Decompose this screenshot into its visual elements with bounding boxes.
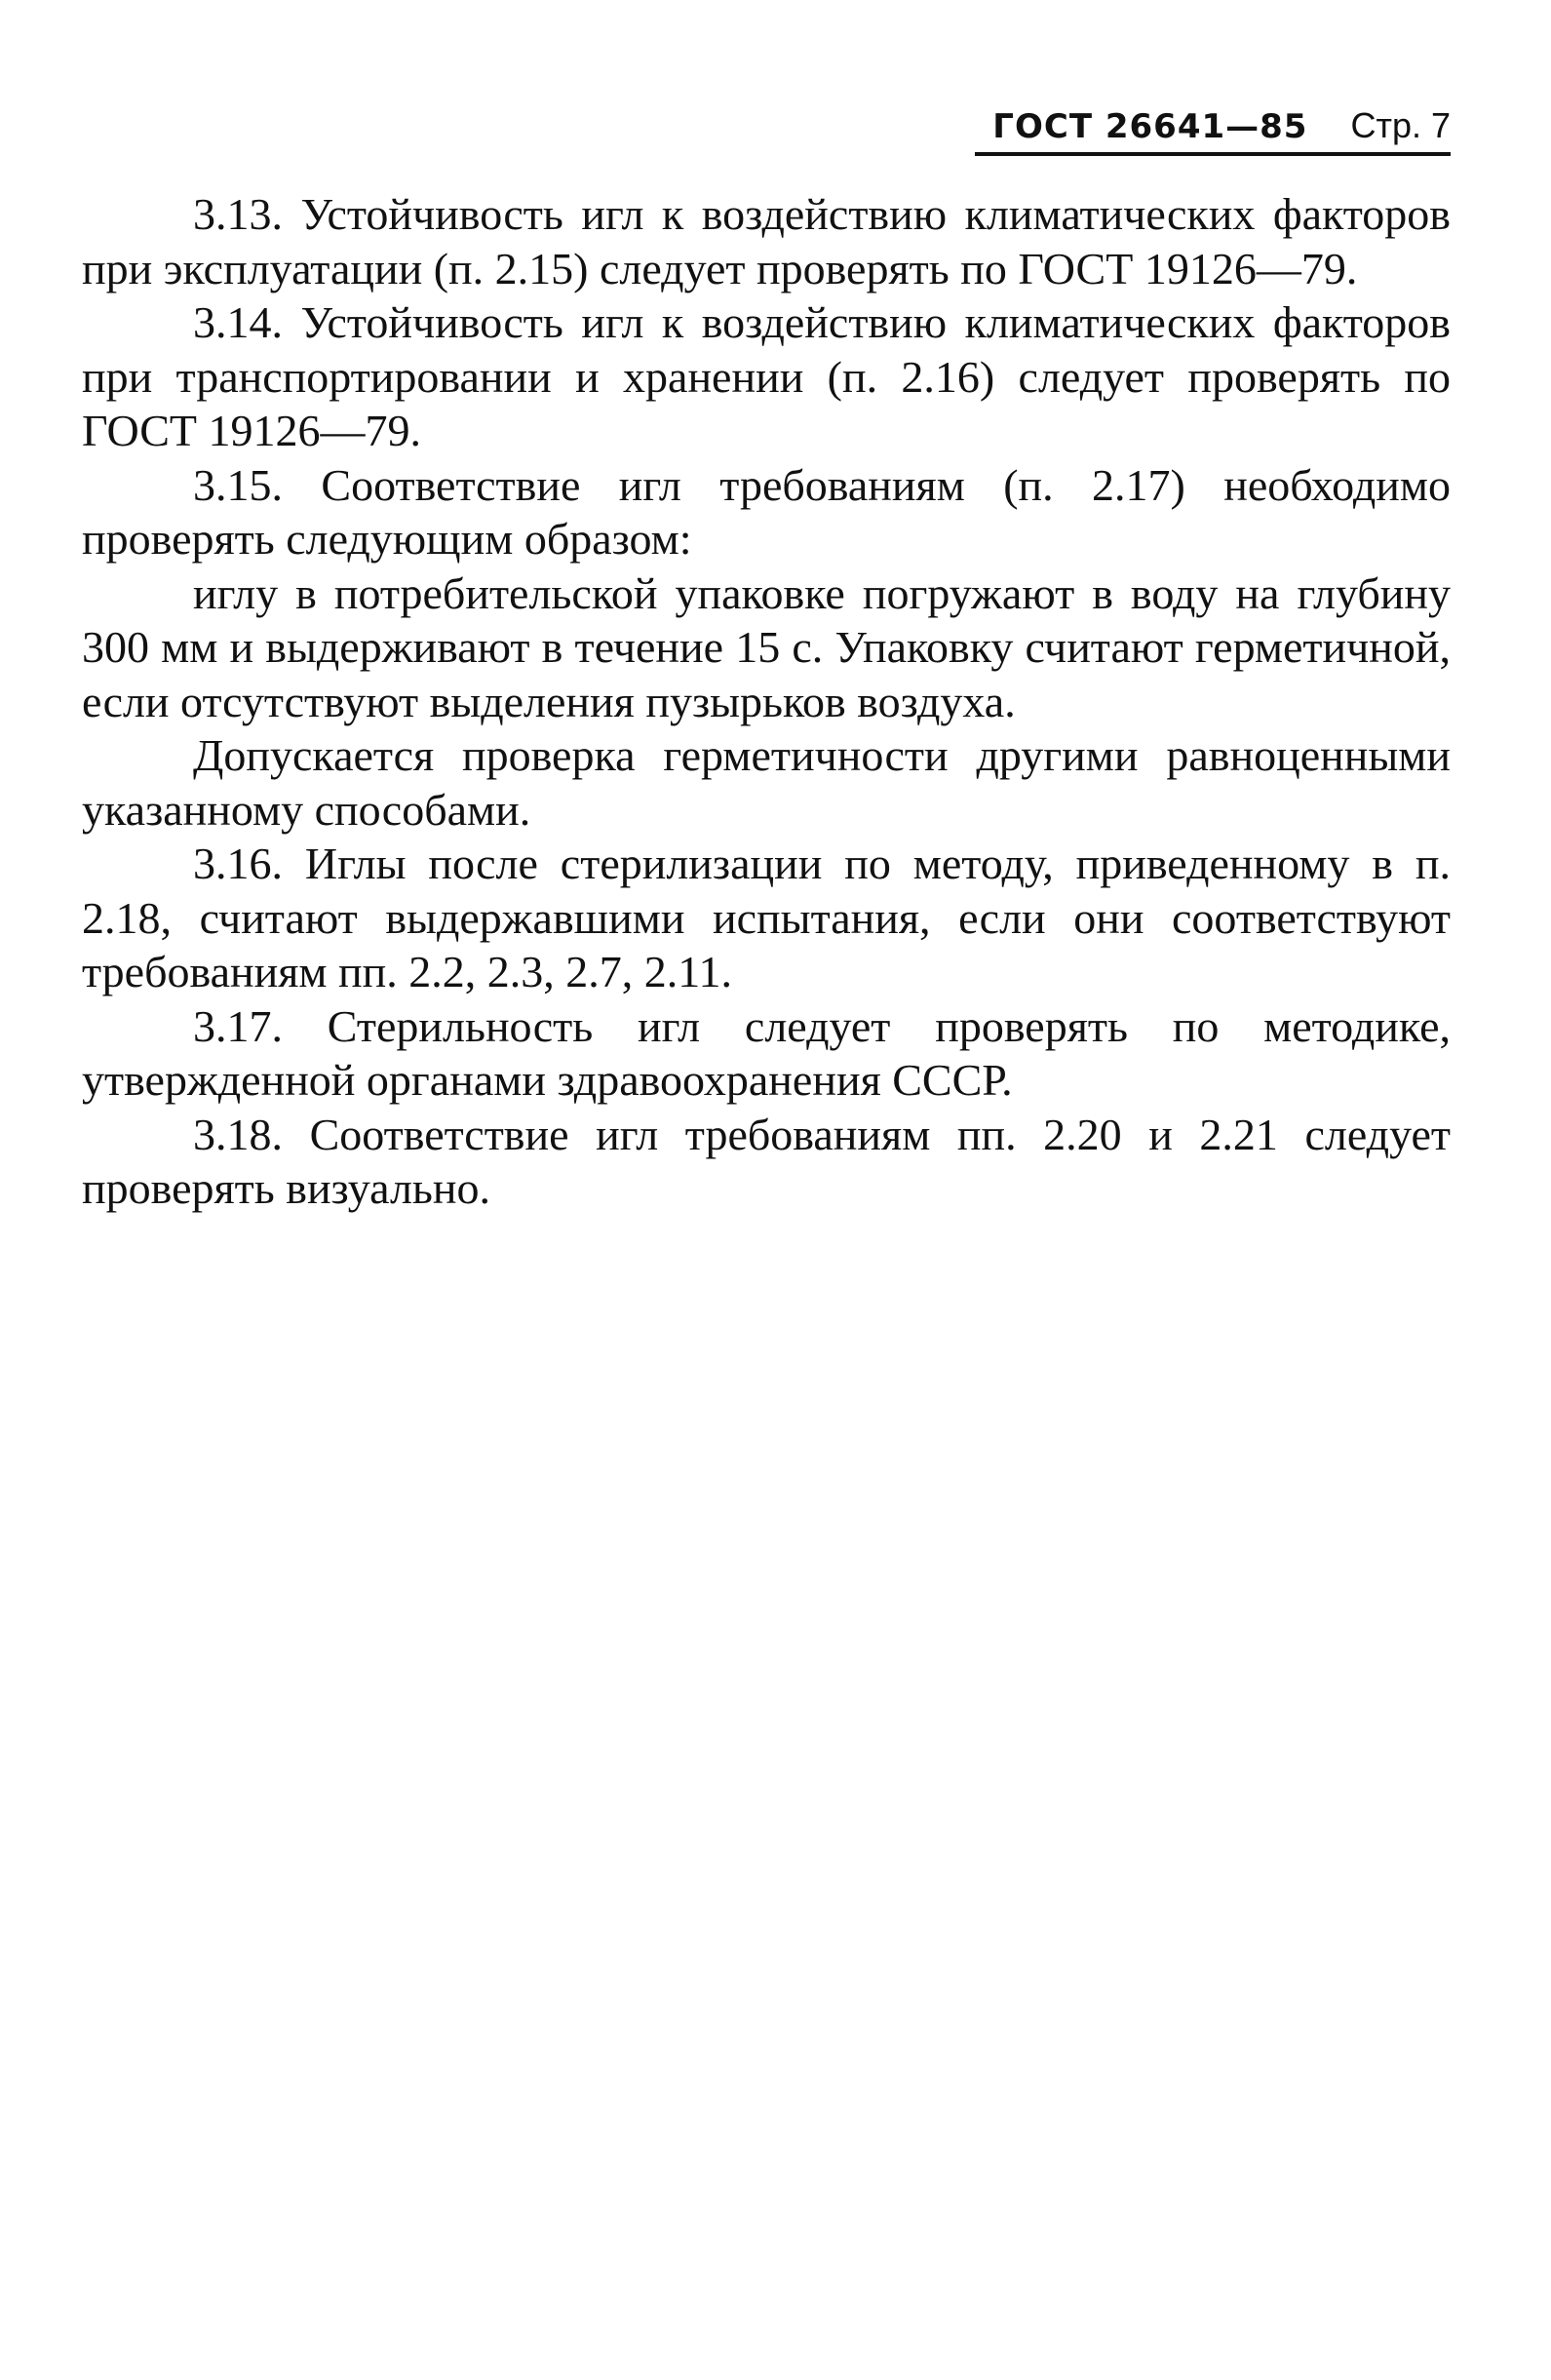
paragraph-3-15-alternative: Допускается проверка герметичности другими равноценными указанному способами. [82, 730, 1451, 835]
page-number: Стр. 7 [1350, 105, 1451, 145]
standard-code: ГОСТ 26641—85 [992, 107, 1308, 146]
document-body [82, 187, 1451, 1216]
paragraph-3-16: 3.16. Иглы после стерилизации по методу, приведенному в п. 2.18, считают выдержавшими испытания, если они соответствуют требованиям пп. 2.2, 2.3, 2.7, 2.11. [82, 839, 1451, 996]
paragraph-3-15: 3.15. Соответствие игл требованиям (п. 2.17) необходимо проверять следующим образом: [82, 459, 1451, 564]
page-header [975, 105, 1451, 156]
paragraph-3-17: 3.17. Стерильность игл следует проверять по методике, утвержденной органами здравоохранения СССР. [82, 1000, 1451, 1105]
paragraph-3-15-method: иглу в потребительской упаковке погружают в воду на глубину 300 мм и выдерживают в течение 15 с. Упаковку считают герметичной, если отсутствуют выделения пузырьков воздуха. [82, 567, 1451, 726]
paragraph-3-13: 3.13. Устойчивость игл к воздействию климатических факторов при эксплуатации (п. 2.15) следует проверять по ГОСТ 19126—79. [82, 189, 1451, 293]
paragraph-3-18: 3.18. Соответствие игл требованиям пп. 2.20 и 2.21 следует проверять визуально. [82, 1109, 1451, 1213]
paragraph-3-14: 3.14. Устойчивость игл к воздействию климатических факторов при транспортировании и хранении (п. 2.16) следует проверять по ГОСТ 19126—79. [82, 297, 1451, 455]
